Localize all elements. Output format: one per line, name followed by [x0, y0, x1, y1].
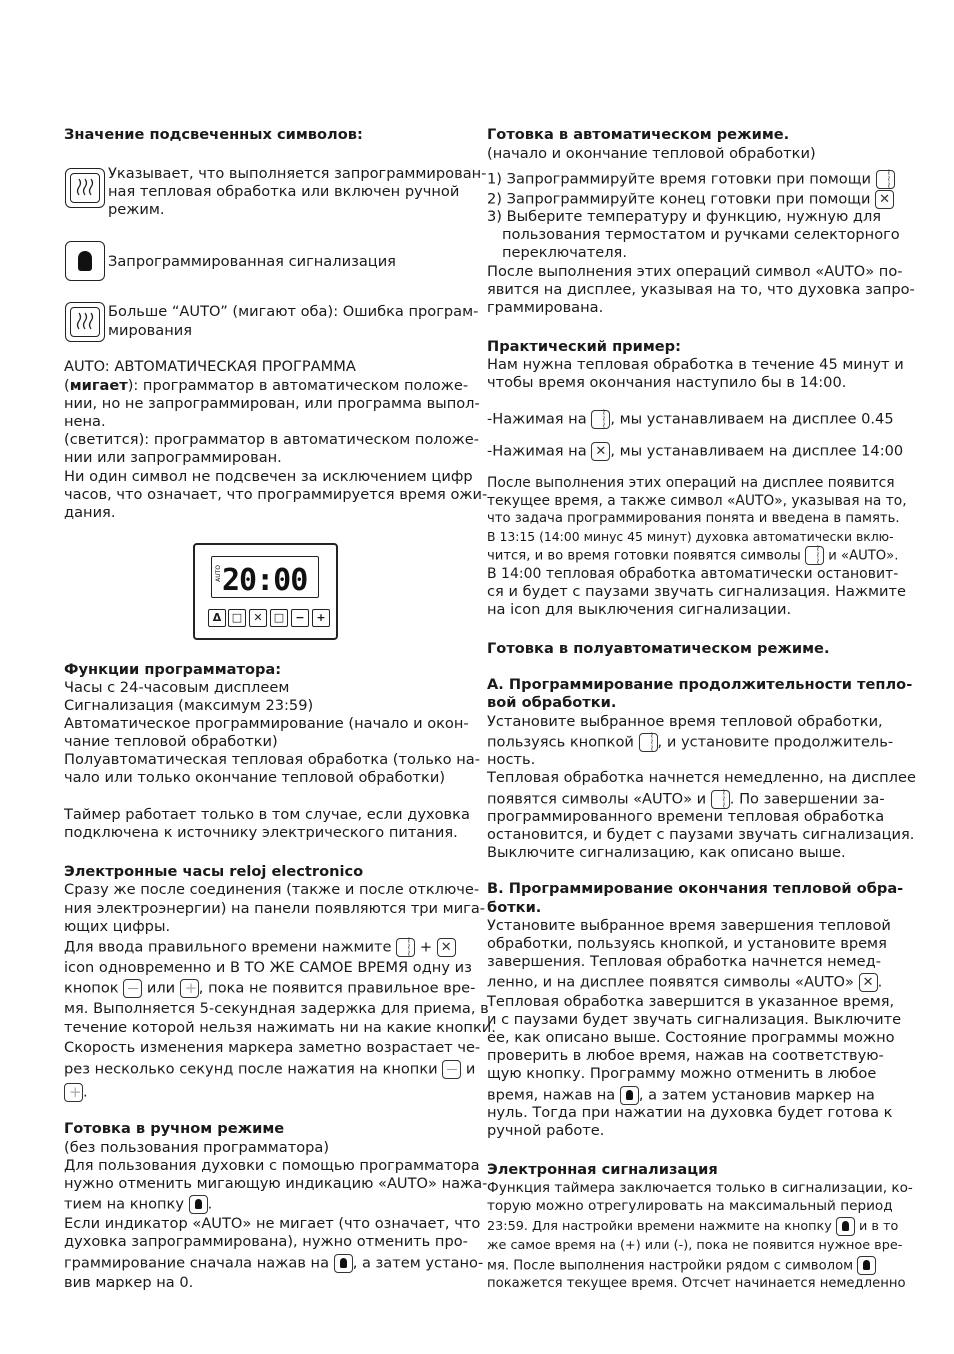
paragraph-line: Тепловая обработка начнется немедленно, на дисплее	[487, 769, 916, 786]
paragraph-line: После выполнения этих операций символ «AUTO» по-	[487, 263, 903, 280]
display-button: □	[270, 609, 288, 627]
paragraph-line: Полуавтоматическая тепловая обработка (только на-	[64, 751, 480, 768]
paragraph-line: После выполнения этих операций на дисплее появится	[487, 475, 895, 491]
paragraph-line: ленно, и на дисплее появятся символы «AUTO» ✕ .	[487, 973, 882, 992]
paragraph-line: чало или только окончание тепловой обработки)	[64, 769, 446, 786]
clock-digits: 20:00	[222, 563, 308, 598]
symbol-desc-line: мирования	[108, 322, 193, 339]
display-button: −	[291, 609, 309, 627]
list-item: 2) Запрограммируйте конец готовки при помощи ✕	[487, 190, 894, 209]
paragraph-line: В 14:00 тепловая обработка автоматически остановит-	[487, 566, 899, 582]
paragraph-line: Тепловая обработка завершится в указанное время,	[487, 993, 895, 1010]
plus-icon	[180, 979, 199, 998]
paragraph-line: дания.	[64, 504, 116, 521]
hand-icon	[334, 1254, 353, 1273]
paragraph-line: Установите выбранное время завершения тепловой	[487, 917, 891, 934]
section-title-auto: Готовка в автоматическом режиме.	[487, 126, 790, 143]
symbol-desc-line: Указывает, что выполняется запрограммирован-	[108, 165, 487, 182]
paragraph-line: Сигнализация (максимум 23:59)	[64, 697, 314, 714]
paragraph-line: Автоматическое программирование (начало и окон-	[64, 715, 469, 732]
paragraph-line: вив маркер на 0.	[64, 1274, 194, 1291]
symbol-desc-line: режим.	[108, 201, 165, 218]
paragraph-line: же самое время на (+) или (-), пока не появится нужное вре-	[487, 1238, 903, 1253]
paragraph-line: что задача программирования понята и введена в память.	[487, 511, 900, 526]
paragraph-line: (светится): программатор в автоматическом положе-	[64, 431, 480, 448]
bell-icon	[836, 1217, 855, 1236]
display-button: □	[228, 609, 246, 627]
auto-title: AUTO: АВТОМАТИЧЕСКАЯ ПРОГРАММА	[64, 358, 356, 375]
paragraph-line: (мигает): программатор в автоматическом положе-	[64, 377, 469, 394]
paragraph-line: нена.	[64, 413, 106, 430]
paragraph-line: торую можно отрегулировать на максимальный период	[487, 1198, 893, 1214]
paragraph-line: Часы с 24-часовым дисплеем	[64, 679, 290, 696]
heat-waves-icon	[876, 170, 895, 189]
display-button: +	[312, 609, 330, 627]
paragraph-line: Для ввода правильного времени нажмите ~~~ + ✕	[64, 938, 456, 957]
paragraph-line: завершения. Тепловая обработка начнется немед-	[487, 953, 882, 970]
hand-icon	[620, 1086, 639, 1105]
paragraph-line: кнопок или + , пока не появится правильное вре-	[64, 979, 475, 998]
cross-icon	[859, 973, 878, 992]
paragraph-line: Ни один символ не подсвечен за исключением цифр	[64, 468, 473, 485]
paragraph-line: духовка запрограммирована), нужно отменить про-	[64, 1233, 468, 1250]
paragraph-line: программированного времени тепловая обработка	[487, 808, 885, 825]
minus-icon	[442, 1060, 461, 1079]
paragraph-line: нии или запрограммирован.	[64, 449, 282, 466]
symbol-desc-line: Запрограммированная сигнализация	[108, 253, 396, 270]
bell-icon	[65, 241, 105, 281]
paragraph-line: чтобы время окончания наступило бы в 14:00.	[487, 374, 847, 391]
paragraph-line: время, нажав на , а затем установив маркер на	[487, 1086, 875, 1104]
paragraph-line: (без пользования программатора)	[64, 1139, 330, 1156]
heat-waves-icon	[65, 168, 105, 208]
paragraph-line: мя. Выполняется 5-секундная задержка для приема, в	[64, 1000, 489, 1017]
paragraph-line: ручной работе.	[487, 1122, 605, 1139]
paragraph-line: ющих цифры.	[64, 918, 171, 935]
paragraph-line: ния электроэнергии) на панели появляются три мига-	[64, 900, 486, 917]
paragraph-line: ся и будет с паузами звучать сигнализация. Нажмите	[487, 583, 907, 600]
cross-icon	[591, 442, 610, 461]
heat-waves-icon	[805, 546, 824, 565]
section-title-alarm: Электронная сигнализация	[487, 1161, 718, 1178]
paragraph-line: чание тепловой обработки)	[64, 733, 278, 750]
paragraph-line: Выключите сигнализацию, как описано выше.	[487, 844, 846, 861]
section-title-manual: Готовка в ручном режиме	[64, 1120, 285, 1137]
section-title-clock: Электронные часы reloj electronico	[64, 863, 364, 880]
paragraph-line: часов, что означает, что программируется время ожи-	[64, 486, 488, 503]
list-item: 3) Выберите температуру и функцию, нужную для	[487, 208, 882, 225]
paragraph-line: Установите выбранное время тепловой обработки,	[487, 713, 883, 730]
paragraph-line: ее, как описано выше. Состояние программы можно	[487, 1029, 895, 1046]
paragraph-line: появятся символы «AUTO» и ~~~ . По завершении за-	[487, 790, 885, 809]
heat-waves-icon	[639, 733, 658, 752]
paragraph-line: и с паузами будет звучать сигнализация. Выключите	[487, 1011, 902, 1028]
minus-icon	[123, 979, 142, 998]
heat-waves-icon	[591, 410, 610, 429]
paragraph-line: текущее время, а также символ «AUTO», указывая на то,	[487, 493, 907, 509]
paragraph-line: нуль. Тогда при нажатии на духовка будет готова к	[487, 1104, 893, 1121]
programmer-display-illustration	[193, 543, 338, 640]
paragraph-line: -Нажимая на ~~~ , мы устанавливаем на дисплее 0.45	[487, 410, 894, 429]
paragraph-line: +.	[64, 1083, 88, 1102]
paragraph-line: пользуясь кнопкой ~~~ , и установите продолжитель-	[487, 733, 893, 752]
cross-icon	[437, 938, 456, 957]
plus-icon	[64, 1083, 83, 1102]
section-title-functions: Функции программатора:	[64, 661, 282, 678]
section-title-symbols: Значение подсвеченных символов:	[64, 126, 363, 143]
list-item: пользования термостатом и ручками селекторного	[502, 226, 900, 243]
list-item: переключателя.	[502, 244, 627, 261]
paragraph-line: Скорость изменения маркера заметно возрастает че-	[64, 1039, 481, 1056]
paragraph-line: подключена к источнику электрического питания.	[64, 824, 458, 841]
paragraph-line: В 13:15 (14:00 минус 45 минут) духовка автоматически вклю-	[487, 529, 894, 544]
heat-waves-icon	[711, 790, 730, 809]
paragraph-line: Сразу же после соединения (также и после отключе-	[64, 881, 480, 898]
bell-icon	[857, 1256, 876, 1275]
symbol-desc-line: ная тепловая обработка или включен ручной	[108, 183, 460, 200]
paragraph-line: граммирована.	[487, 299, 604, 316]
section-title-example: Практический пример:	[487, 338, 681, 355]
paragraph-line: Если индикатор «AUTO» не мигает (что означает, что	[64, 1215, 481, 1232]
heat-waves-icon	[396, 938, 415, 957]
paragraph-line: 23:59. Для настройки времени нажмите на кнопку и в то	[487, 1219, 899, 1234]
subsection-title: В. Программирование окончания тепловой обра-	[487, 880, 904, 897]
section-title-semi: Готовка в полуавтоматическом режиме.	[487, 640, 830, 657]
lcd-screen	[211, 556, 319, 598]
subsection-title: ботки.	[487, 899, 542, 916]
paragraph-line: на icon для выключения сигнализации.	[487, 601, 792, 618]
heat-waves-icon	[65, 302, 105, 342]
auto-label: AUTO	[215, 565, 222, 582]
paragraph-line: явится на дисплее, указывая на то, что духовка запро-	[487, 281, 915, 298]
display-button: ✕	[249, 609, 267, 627]
list-item: 1) Запрограммируйте время готовки при помощи ~~~	[487, 170, 895, 189]
cross-icon	[875, 190, 894, 209]
paragraph-line: остановится, и будет с паузами звучать сигнализация.	[487, 826, 915, 843]
paragraph-line: течение которой нельзя нажимать ни на какие кнопки.	[64, 1019, 496, 1036]
paragraph-line: тием на кнопку .	[64, 1195, 213, 1213]
paragraph-line: рез несколько секунд после нажатия на кнопки и	[64, 1060, 476, 1078]
paragraph-line: граммирование сначала нажав на , а затем устано-	[64, 1254, 484, 1272]
subsection-title: вой обработки.	[487, 694, 617, 711]
paragraph-line: (начало и окончание тепловой обработки)	[487, 145, 816, 162]
paragraph-line: покажется текущее время. Отсчет начинается немедленно	[487, 1276, 906, 1291]
hand-icon	[189, 1195, 208, 1214]
paragraph-line: мя. После выполнения настройки рядом с символом	[487, 1256, 876, 1276]
paragraph-line: Функция таймера заключается только в сигнализации, ко-	[487, 1180, 913, 1196]
paragraph-line: нии, но не запрограммирован, или программа выпол-	[64, 395, 480, 412]
paragraph-line: Для пользования духовки с помощью программатора	[64, 1157, 480, 1174]
paragraph-line: щую кнопку. Программу можно отменить в любое	[487, 1065, 877, 1082]
paragraph-line: ность.	[487, 751, 536, 768]
paragraph-line: нужно отменить мигающую индикацию «AUTO» нажа-	[64, 1175, 488, 1192]
subsection-title: А. Программирование продолжительности тепло-	[487, 676, 913, 693]
paragraph-line: -Нажимая на ✕ , мы устанавливаем на дисплее 14:00	[487, 442, 903, 461]
paragraph-line: Таймер работает только в том случае, если духовка	[64, 806, 470, 823]
symbol-desc-line: Больше “AUTO” (мигают оба): Ошибка програм-	[108, 303, 479, 320]
paragraph-line: обработки, пользуясь кнопкой, и установите время	[487, 935, 887, 952]
paragraph-line: icon одновременно и В ТО ЖЕ САМОЕ ВРЕМЯ одну из	[64, 959, 472, 976]
paragraph-line: Нам нужна тепловая обработка в течение 45 минут и	[487, 356, 904, 373]
paragraph-line: проверить в любое время, нажав на соответствую-	[487, 1047, 884, 1064]
paragraph-line: чится, и во время готовки появятся символы ~~~ и «AUTO».	[487, 546, 898, 566]
display-button: Δ	[208, 609, 226, 627]
